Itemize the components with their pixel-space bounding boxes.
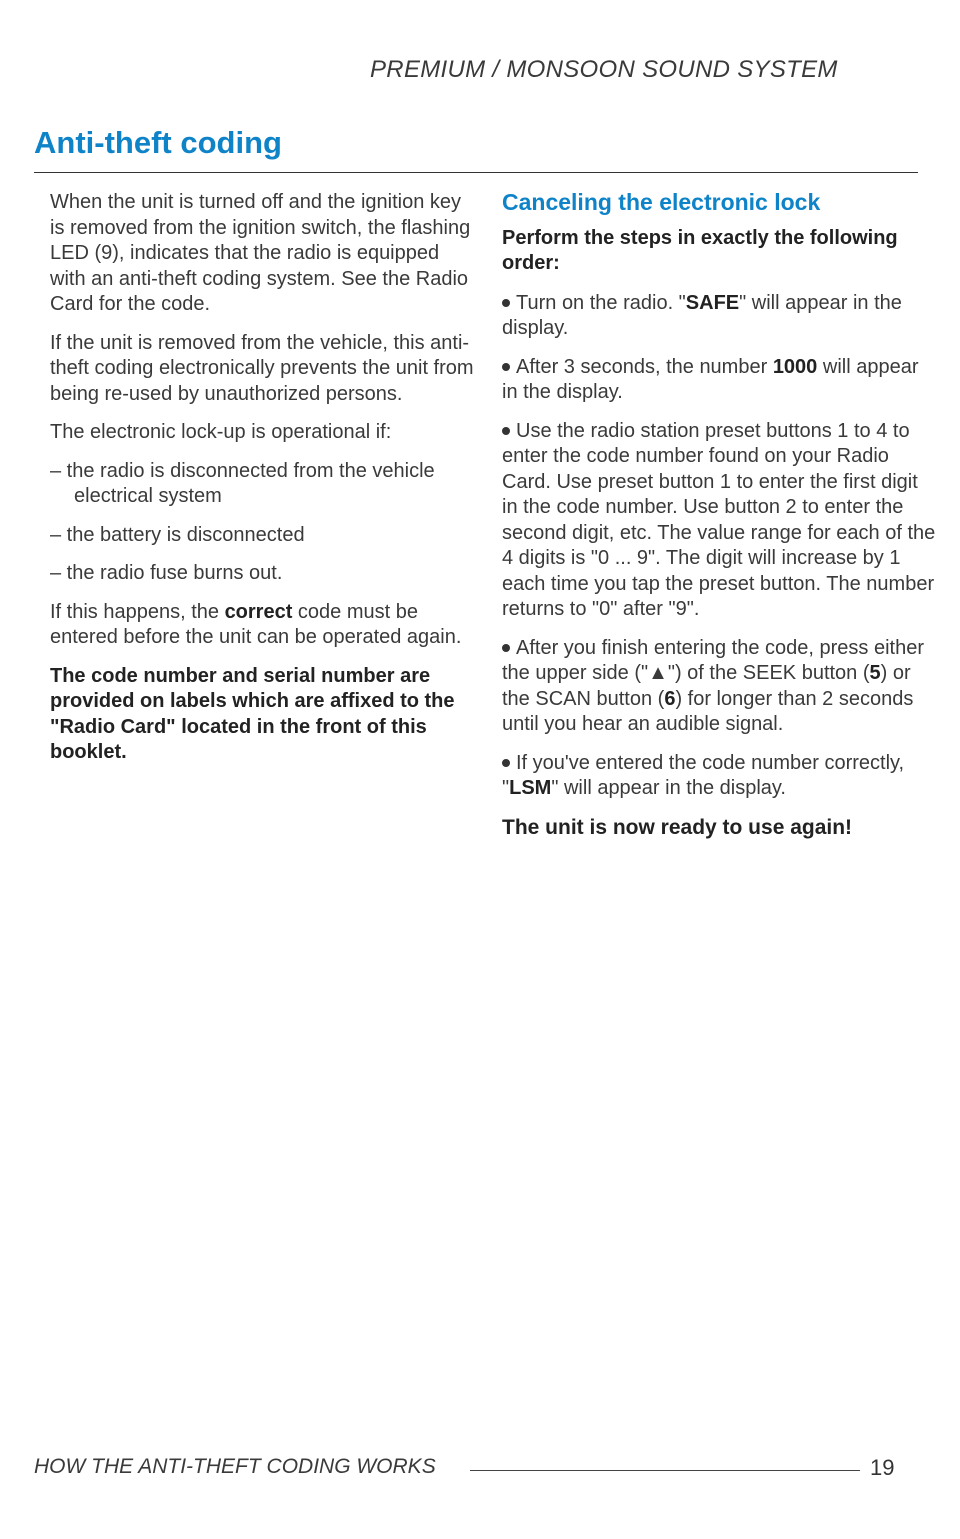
page-footer [34,1455,924,1485]
emphasis: LSM [509,777,552,799]
condition-item: – the radio is disconnected from the vehicle electrical system [50,459,435,507]
subsection-heading: Canceling the electronic lock [502,189,821,215]
code-label-note: The code number and serial number are provided on labels which are affixed to the "Radio Card" located in the front of this booklet. [50,664,455,763]
running-header: PREMIUM / MONSOON SOUND SYSTEM [370,56,838,83]
bullet-dot-icon [502,363,510,371]
condition-item: – the battery is disconnected [50,523,305,546]
text-run: Use the radio station preset buttons 1 to 4 to enter the code number found on your Radio Card. Use preset button 1 to enter the first digit in the code number. Use button 2 to enter the second digit, etc. The value range for each of the 4 digits is "0 ... 9". The digit will increase by 1 each time you tap the preset button. The number returns to "0" after "9". [502,419,936,620]
text-run: will appear in the display. [502,355,919,403]
footer-rule [470,1470,860,1471]
bullet-dot-icon [502,427,510,435]
text-run: code must be entered before the unit can be operated again. [50,600,462,648]
section-title: Anti-theft coding [34,125,282,160]
emphasis: 1000 [772,355,818,378]
removal-paragraph: If the unit is removed from the vehicle, this anti-theft coding electronically prevents the unit from being re-used by unauthorized persons. [50,331,474,405]
emphasis: 6 [664,687,676,710]
condition-item: – the radio fuse burns out. [50,562,283,584]
title-rule [34,172,918,173]
emphasis: correct [224,600,293,623]
bullet-dot-icon [502,759,510,767]
text-run: ) or the SCAN button ( [502,662,911,710]
page-number: 19 [870,1455,895,1480]
text-run: If this happens, the [50,600,225,623]
right-column [502,190,938,853]
step-item [502,355,938,406]
intro-paragraph: When the unit is turned off and the ignition key is removed from the ignition switch, the flashing LED (9), indicates that the radio is equipped with an anti-theft coding system. See the Radio Card for the code. [50,191,471,315]
ready-statement: The unit is now ready to use again! [502,815,853,839]
text-run: After 3 seconds, the number [516,355,773,378]
step-item [502,636,938,738]
order-instruction: Perform the steps in exactly the following order: [502,226,898,274]
bullet-dot-icon [502,299,510,307]
text-run: If you've entered the code number correctly, " [502,751,905,799]
step-item [502,291,938,342]
correct-code-paragraph [50,600,474,651]
step-item [502,751,938,802]
left-column [50,190,474,779]
lockup-intro: The electronic lock-up is operational if: [50,421,392,443]
footer-title: HOW THE ANTI-THEFT CODING WORKS [34,1455,436,1478]
text-run: " will appear in the display. [502,291,902,339]
text-run: ) for longer than 2 seconds until you hear an audible signal. [502,687,914,735]
bullet-dot-icon [502,644,510,652]
emphasis: SAFE [685,291,740,314]
emphasis: 5 [869,662,881,684]
text-run: " will appear in the display. [551,777,786,799]
text-run: Turn on the radio. " [516,291,686,314]
step-item [502,419,938,623]
text-run: After you finish entering the code, press either the upper side ("▲") of the SEEK button ( [502,636,925,684]
